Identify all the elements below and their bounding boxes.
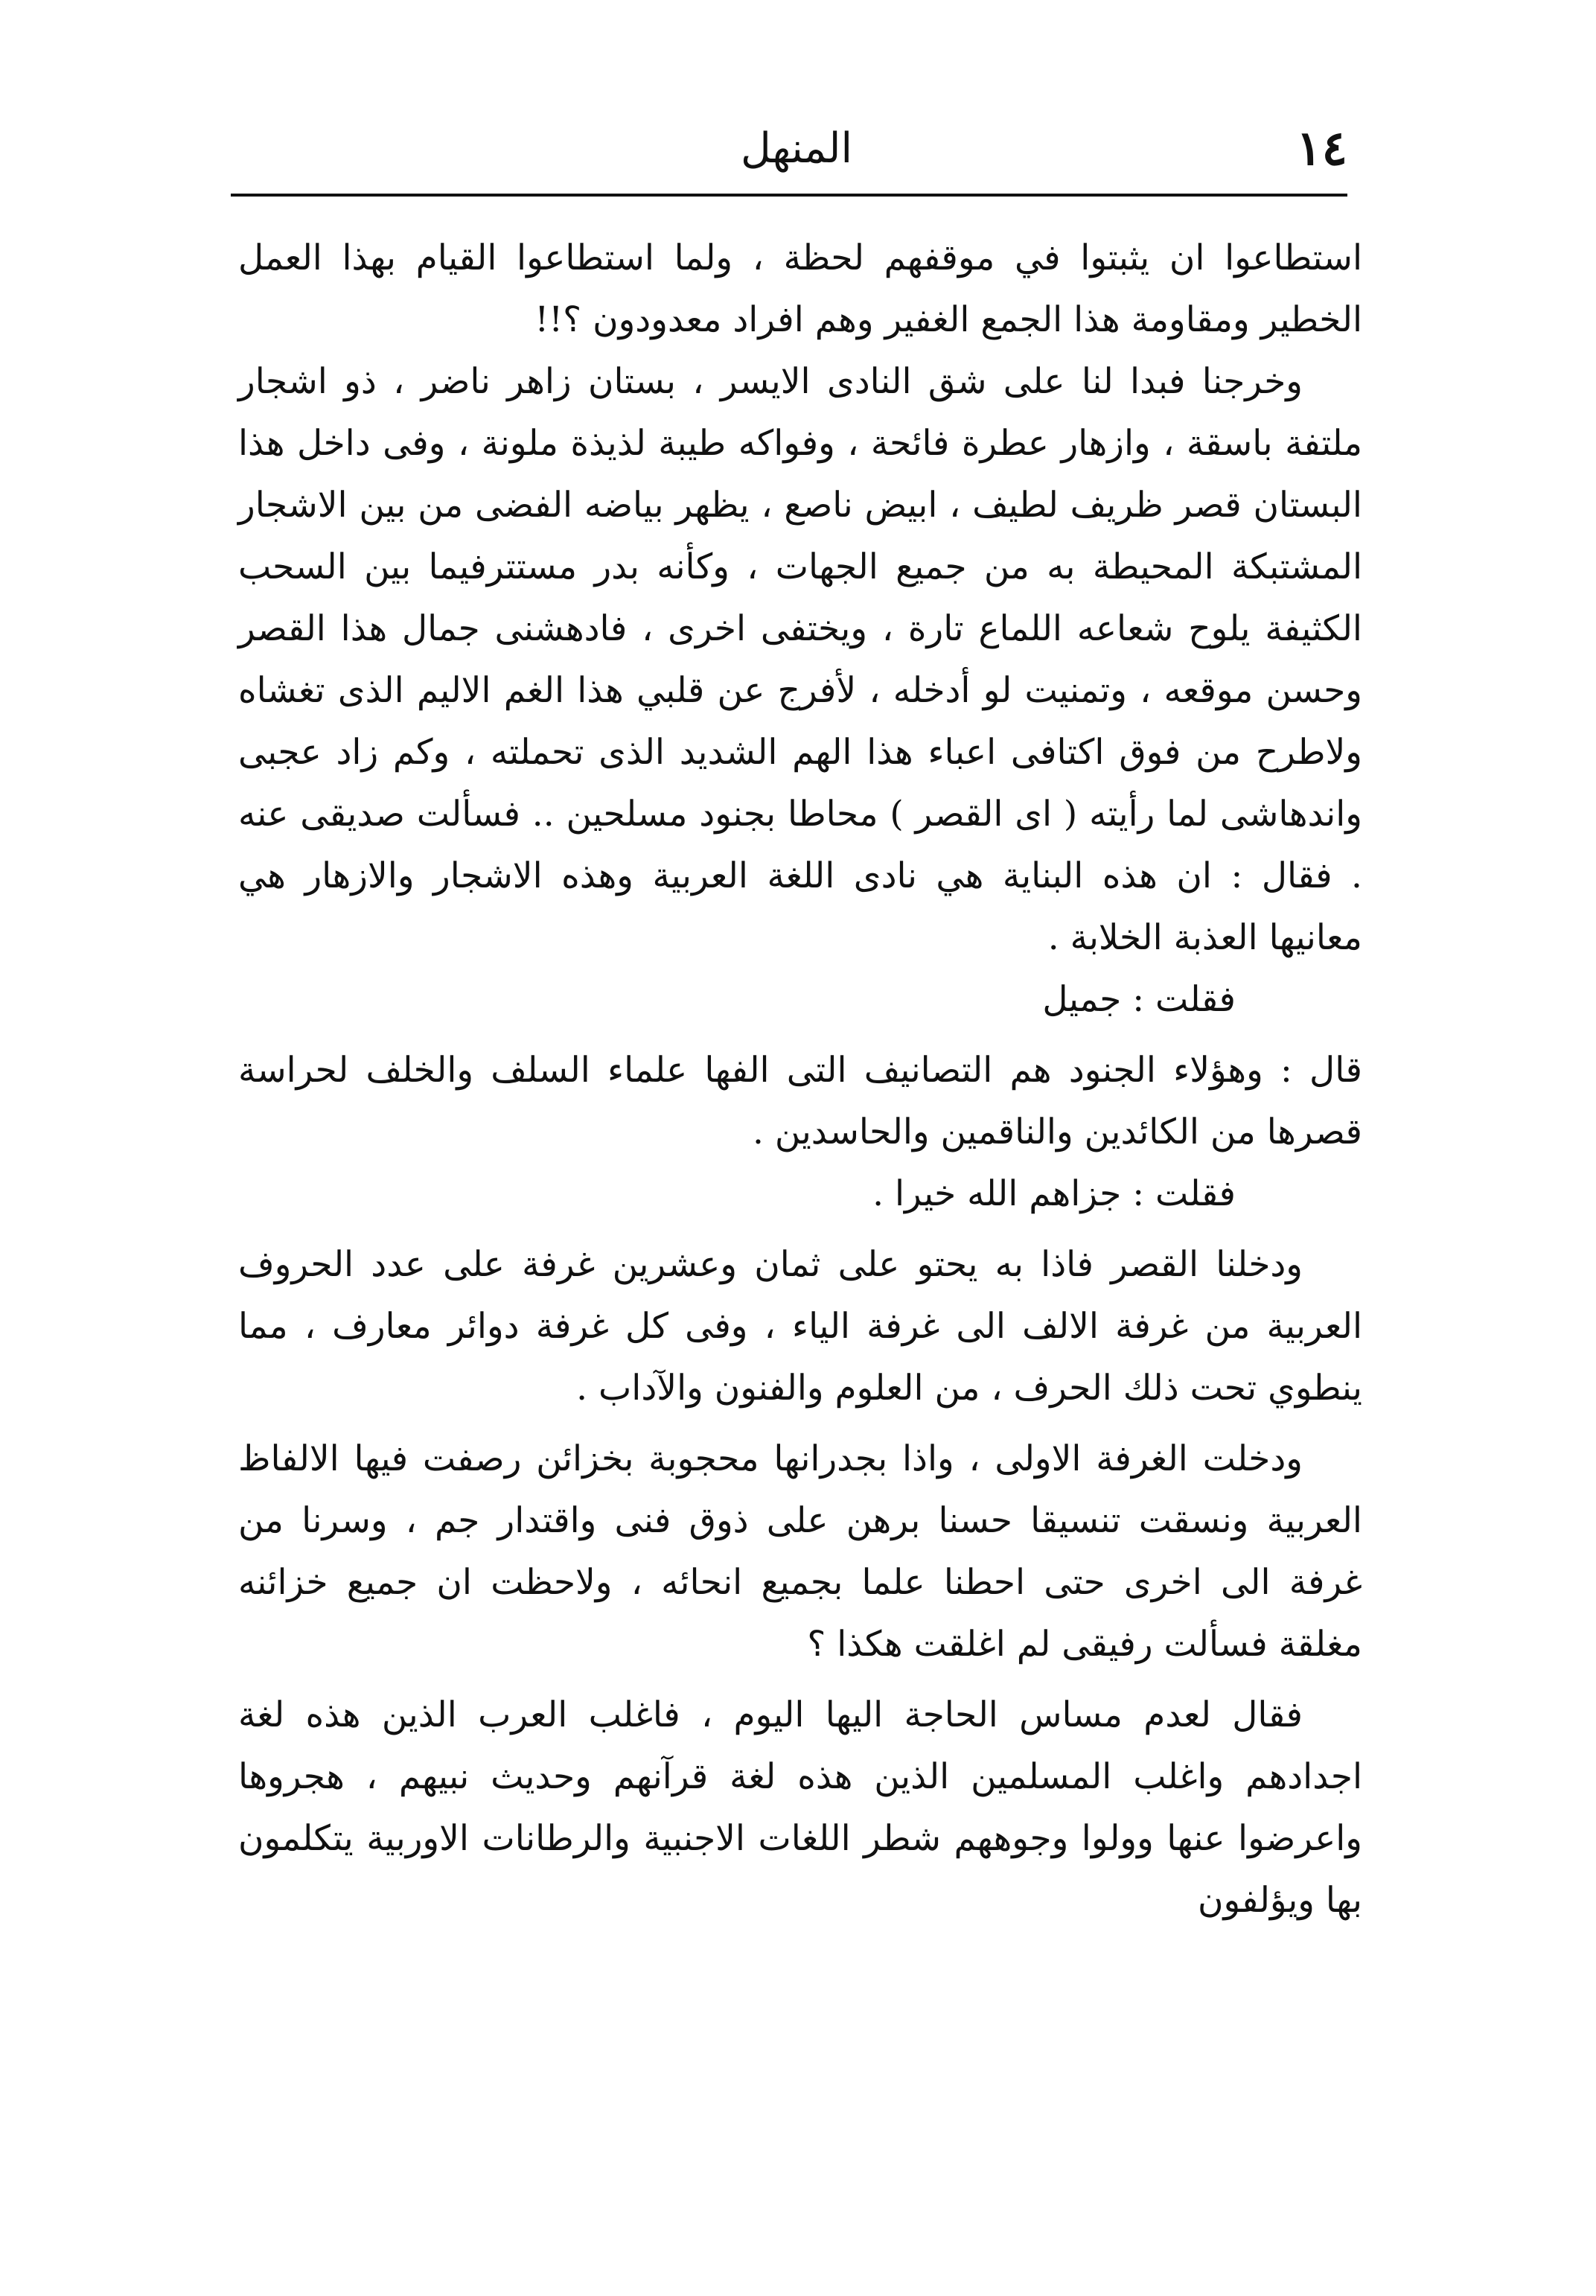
paragraph-6: ودخلنا القصر فاذا به يحتو على ثمان وعشرين غرفة على عدد الحروف العربية من غرفة الالف الى غرفة الياء ، وفى كل غرفة دوائر معارف ، مما ينطوي تحت ذلك الحرف ، من العلوم والفنون والآداب . — [238, 1244, 1362, 1409]
running-title: المنهل — [740, 124, 853, 173]
paragraph-3: فقلت : جميل — [1042, 979, 1236, 1020]
header-rule — [231, 194, 1347, 197]
page-number: ١٤ — [1296, 121, 1347, 176]
paragraph-1: استطاعوا ان يثبتوا في موقفهم لحظة ، ولما استطاعوا القيام بهذا العمل الخطير ومقاومة هذا الجمع الغفير وهم افراد معدودون ؟!! — [238, 237, 1362, 340]
paragraph-2: وخرجنا فبدا لنا على شق النادى الايسر ، بستان زاهر ناضر ، ذو اشجار ملتفة باسقة ، وازهار عطرة فائحة ، وفواكه طيبة لذيذة ملونة ، وفى داخل هذا البستان قصر ظريف لطيف ، ابيض ناصع ، يظهر بياضه الفضى من بين الاشجار المشتبكة المحيطة به من جميع الجهات ، وكأنه بدر مستترفيما بين السحب الكثيفة يلوح شعاعه اللماع تارة ، ويختفى اخرى ، فادهشنى جمال هذا القصر وحسن موقعه ، وتمنيت لو أدخله ، لأفرج عن قلبي هذا الغم الاليم الذى تغشاه ولاطرح من فوق اكتافى اعباء هذا الهم الشديد الذى تحملته ، وكم زاد عجبى واندهاشى لما رأيته ( اى القصر ) محاطا بجنود مسلحين .. فسألت صديقى عنه . فقال : ان هذه البناية هي نادى اللغة العربية وهذه الاشجار والازهار هي معانيها العذبة الخلابة . — [238, 361, 1362, 958]
paragraph-4: قال : وهؤلاء الجنود هم التصانيف التى الفها علماء السلف والخلف لحراسة قصرها من الكائدين والناقمين والحاسدين . — [238, 1050, 1362, 1152]
article-body — [238, 227, 1362, 1931]
page-header — [246, 119, 1347, 179]
paragraph-7: ودخلت الغرفة الاولى ، واذا بجدرانها محجوبة بخزائن رصفت فيها الالفاظ العربية ونسقت تنسيقا حسنا برهن على ذوق فنى واقتدار جم ، وسرنا من غرفة الى اخرى حتى احطنا علما بجميع انحائه ، ولاحظت ان جميع خزائنه مغلقة فسألت رفيقى لم اغلقت هكذا ؟ — [238, 1438, 1362, 1665]
paragraph-8: فقال لعدم مساس الحاجة اليها اليوم ، فاغلب العرب الذين هذه لغة اجدادهم واغلب المسلمين الذين هذه لغة قرآنهم وحديث نبيهم ، هجروها واعرضوا عنها وولوا وجوههم شطر اللغات الاجنبية والرطانات الاوربية يتكلمون بها ويؤلفون — [238, 1694, 1362, 1921]
paragraph-5: فقلت : جزاهم الله خيرا . — [872, 1173, 1236, 1214]
